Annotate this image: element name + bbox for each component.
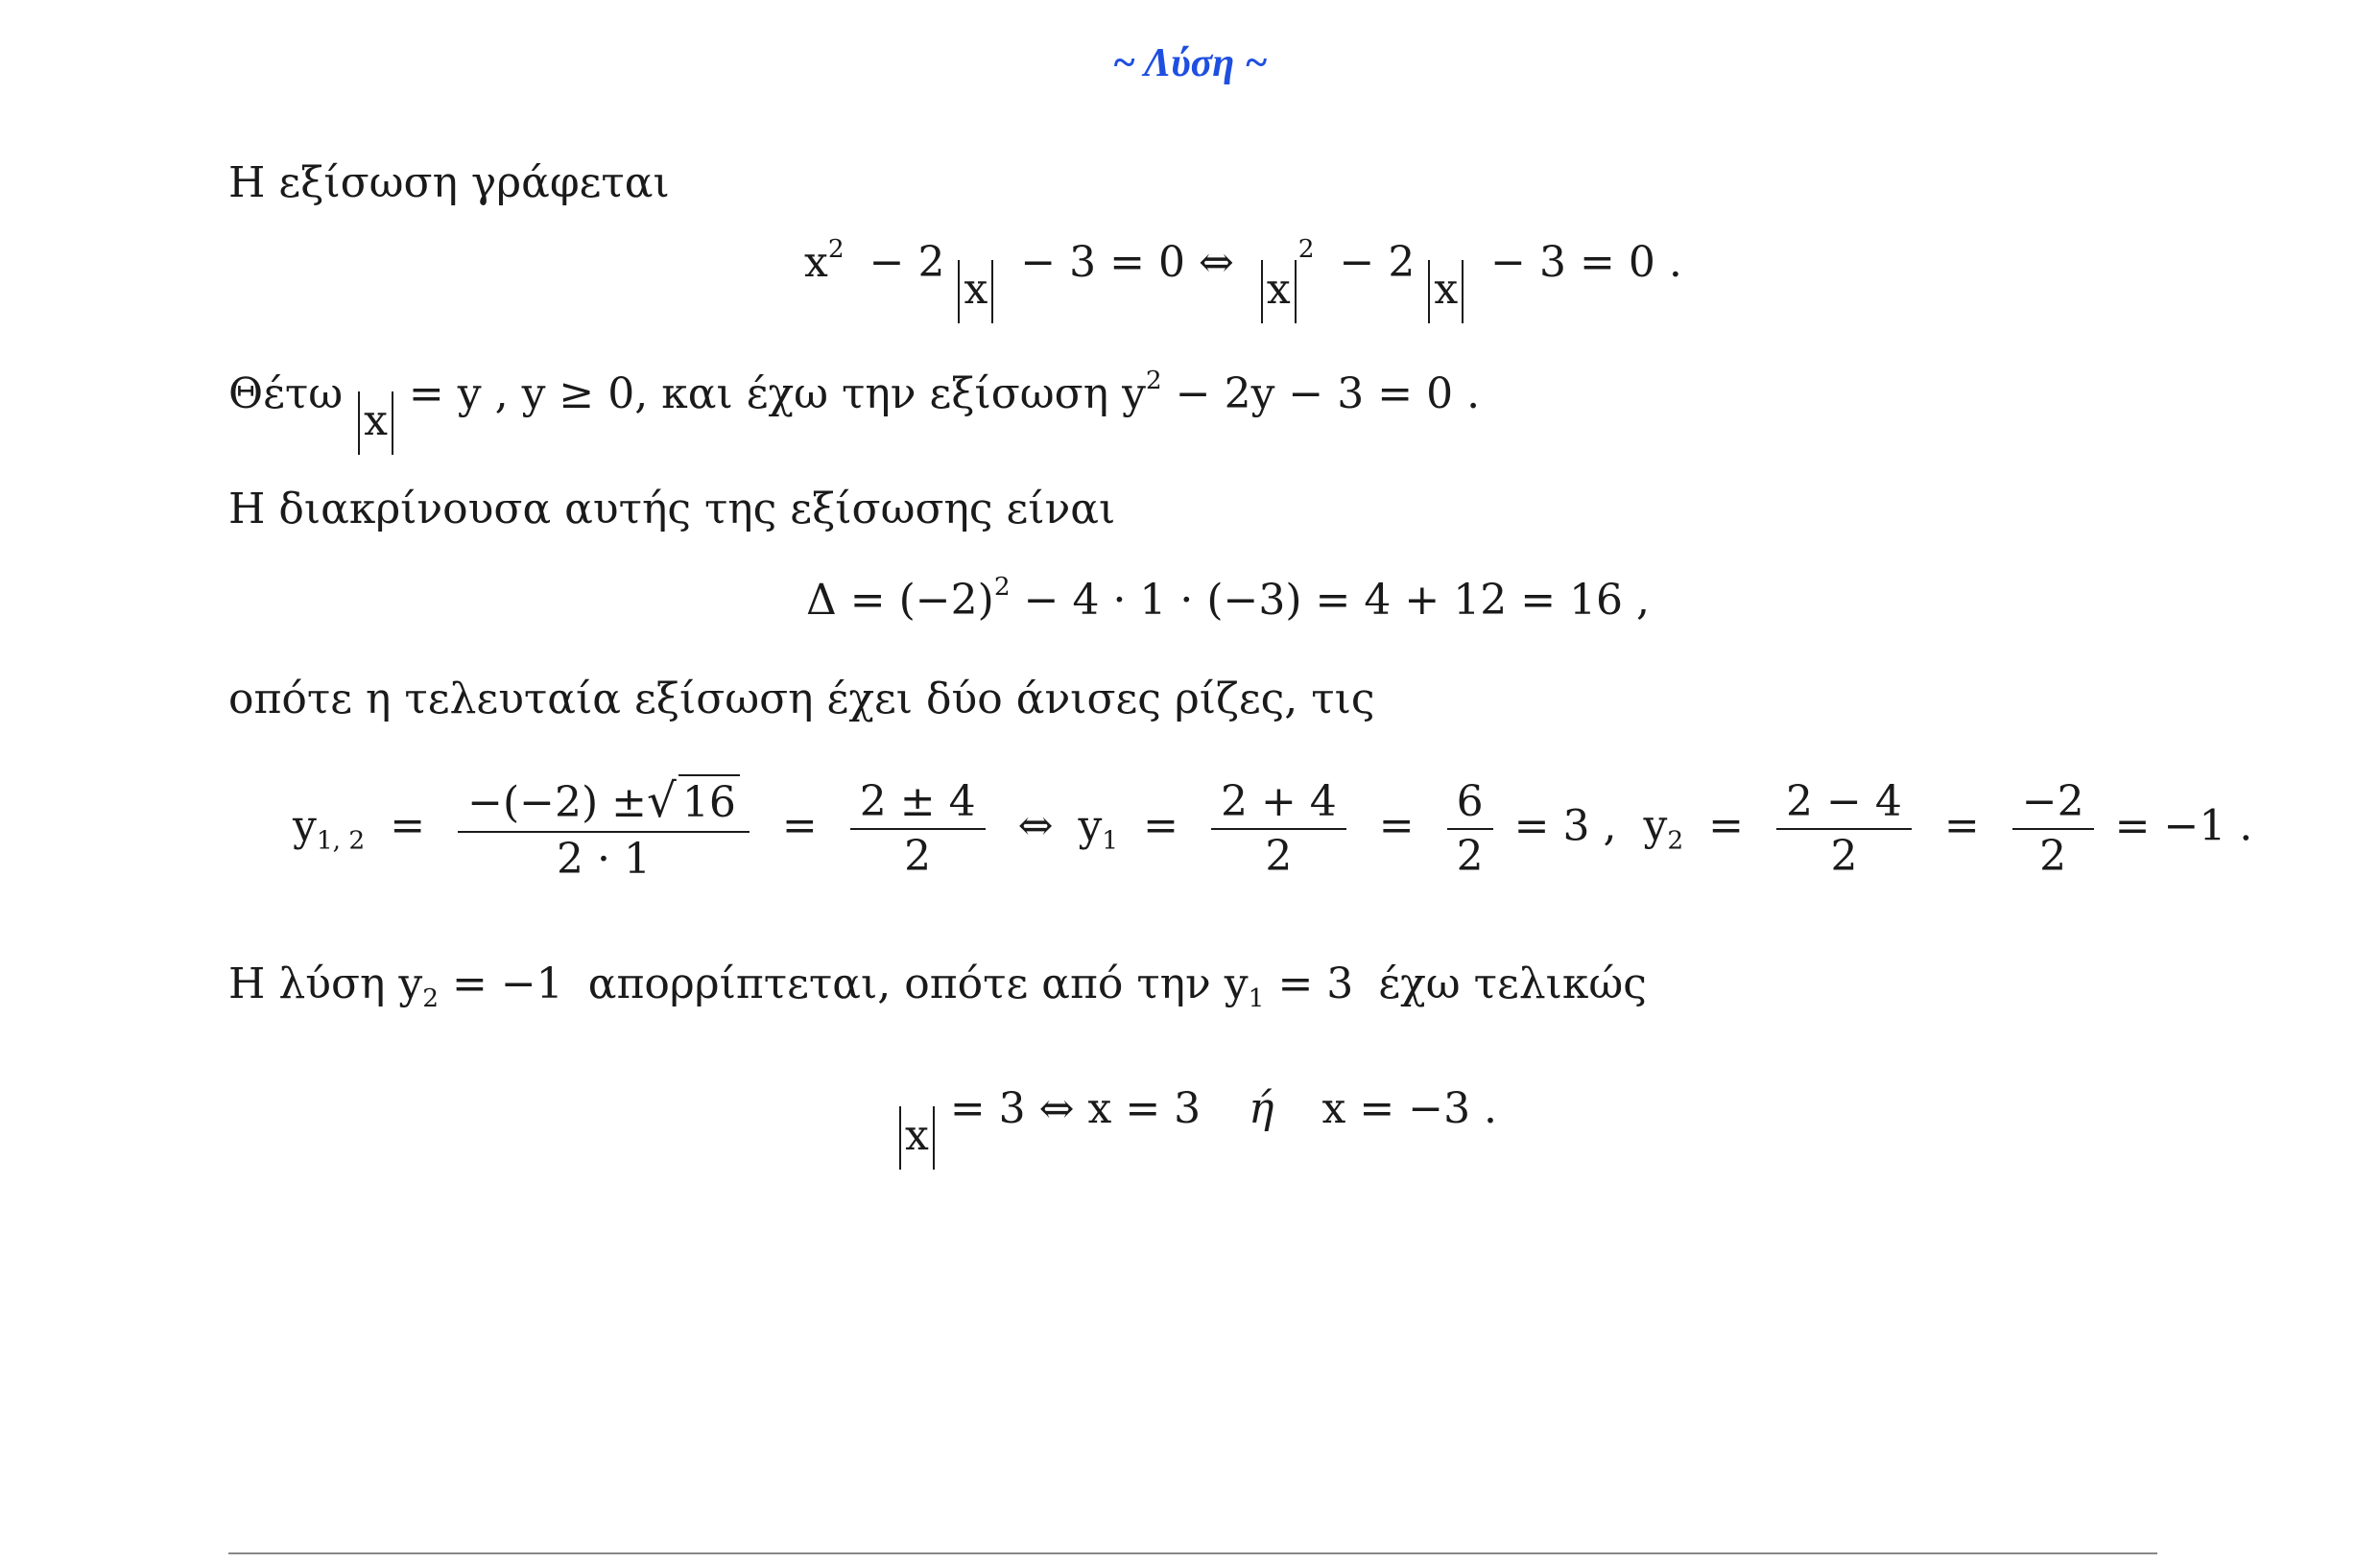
footer-rule — [228, 1552, 2157, 1554]
fraction: $\frac{2 \pm 4}{2}$ — [850, 775, 986, 883]
abs-x: x — [1261, 260, 1297, 323]
fraction: $\frac{-2}{2}$ — [2012, 775, 2094, 883]
fraction: $\frac{-(-2) \pm√ 16}{2 \cdot 1}$ — [458, 772, 750, 886]
page-title: ~ Λύση ~ — [1112, 41, 1268, 85]
fraction: $\frac{2 + 4}{2}$ — [1211, 775, 1346, 883]
discriminant-equation: $\Delta = (-2)^2 - 4 \cdot 1 \cdot (-3) = 4 + 12 = 16$ , — [806, 572, 1651, 625]
abs-x: x — [899, 1106, 935, 1170]
roots-equation: $y_{1, 2}$ = $\frac{-(-2) \pm√ 16}{2 \cdot 1}$ = $\frac{2 \pm 4}{2}$ ⇔ $y_1$ = $\frac{2 + 4}{2}$ = $\frac{6}{2}$ = 3 , $y_2$ = $\frac{2 - 4}{2}$ = $\frac{-2}{2}$ = −1 . — [293, 774, 2253, 884]
abs-x: x — [1428, 260, 1464, 323]
fraction: $\frac{2 - 4}{2}$ — [1776, 775, 1912, 883]
fraction: $\frac{6}{2}$ — [1447, 775, 1493, 883]
substitution-text: Θέτω x = y , y ≥ 0, και έχω την εξίσωση $y^2 - 2y - 3 = 0$ . — [228, 369, 1480, 455]
abs-x: x — [358, 391, 393, 455]
discriminant-text: Η διακρίνουσα αυτής της εξίσωσης είναι — [228, 485, 1116, 533]
abs-x: x — [958, 260, 993, 323]
intro-text: Η εξίσωση γράφεται — [228, 158, 670, 207]
roots-intro-text: οπότε η τελευταία εξίσωση έχει δύο άνισες ρίζες, τις — [228, 675, 1375, 723]
equation-rewritten: $x^2 - 2x - 3 = 0$ ⇔ $x^2 - 2x - 3 = 0$ . — [804, 238, 1694, 323]
final-answer: x = 3 ⇔ x = 3 ή x = −3 . — [897, 1084, 1497, 1170]
conclusion-text: Η λύση $y_2 = -1$ απορρίπτεται, οπότε από την $y_1 = 3$ έχω τελικώς — [228, 959, 1647, 1014]
